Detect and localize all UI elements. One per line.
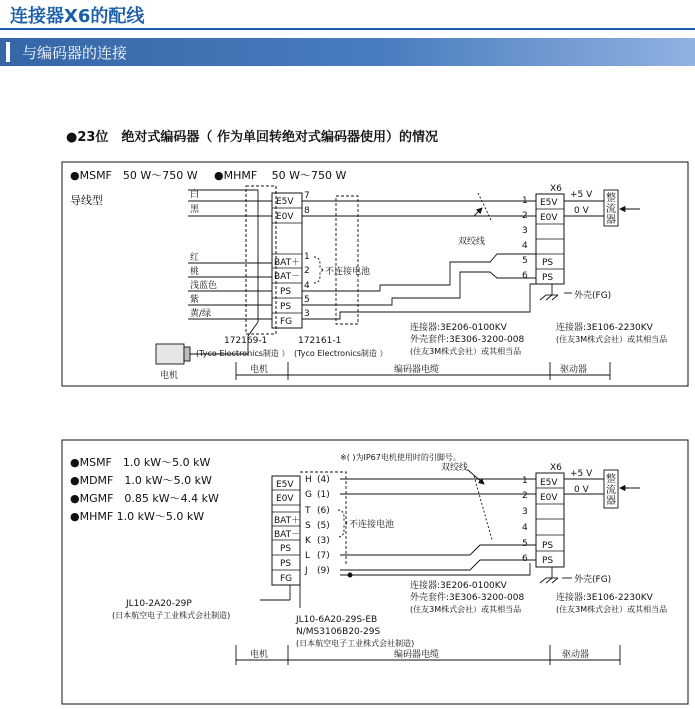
- no-battery-note: 不连接电池: [325, 267, 371, 277]
- dpin-2: 2: [522, 211, 528, 221]
- d2pin-e5v: E5V: [540, 478, 558, 488]
- mpin-bat-plus: BAT＋: [274, 258, 301, 268]
- letter-j: J: [305, 566, 308, 576]
- driver-maker-note: (住友3M株式会社）或其相当品: [410, 347, 522, 356]
- x6-label: X6: [550, 184, 562, 194]
- seg-driver: 驱动器: [560, 365, 588, 375]
- conn-right-maker: (日本航空电子工业株式会社制造): [296, 639, 415, 648]
- d2pin-1: 1: [522, 476, 528, 486]
- dpin-e0v: E0V: [540, 213, 558, 223]
- p0v-label: 0 V: [574, 206, 589, 216]
- shell-connector-model: 连接器:3E106-2230KV: [556, 323, 653, 333]
- dpin-6: 6: [522, 271, 528, 281]
- twisted-pair-label-2: 双绞线: [441, 463, 469, 473]
- model-2-msmf: ●MSMF 1.0 kW～5.0 kW: [70, 456, 211, 469]
- driver-kit-model-2: 外壳套件:3E306-3200-008: [410, 593, 525, 603]
- letter-k: K: [305, 536, 311, 546]
- seg2-cable: 编码器电缆: [394, 650, 440, 660]
- driver-kit-model: 外壳套件:3E306-3200-008: [410, 335, 525, 345]
- pin-num-2: 2: [304, 266, 310, 276]
- color-red: 红: [190, 253, 200, 263]
- model-2-mdmf: ●MDMF 1.0 kW～5.0 kW: [70, 474, 212, 487]
- page-title: 连接器X6的配线: [10, 6, 145, 27]
- color-purple: 紫: [190, 295, 200, 305]
- shell-connector-model-2: 连接器:3E106-2230KV: [556, 593, 653, 603]
- mpin-bat-minus: BAT－: [274, 272, 301, 282]
- conn-172169: 172169-1: [224, 336, 268, 346]
- pin-num-1: 1: [304, 252, 310, 262]
- motor-label: 电机: [160, 371, 179, 381]
- letter-s: S: [305, 521, 311, 531]
- p5v-label-2: +5 V: [570, 469, 593, 479]
- rectifier2-2: 流: [606, 485, 616, 496]
- diagram-1: [62, 162, 688, 386]
- color-lightblue: 浅蓝色: [190, 281, 218, 291]
- seg2-driver: 驱动器: [562, 650, 590, 660]
- conn-172161: 172161-1: [298, 336, 342, 346]
- pin-num-7: 7: [304, 191, 310, 201]
- color-black: 黑: [190, 205, 200, 215]
- banner-title: 与编码器的连接: [22, 44, 128, 62]
- no-battery-note-2: 不连接电池: [349, 520, 395, 530]
- m2pin-e0v: E0V: [276, 494, 294, 504]
- dpin-4: 4: [522, 241, 528, 251]
- dpin-e5v: E5V: [540, 198, 558, 208]
- shell-maker-note-2: (住友3M株式会社）或其相当品: [556, 605, 668, 614]
- ip67-5: (5): [317, 521, 330, 531]
- model-2-mhmf: ●MHMF 1.0 kW～5.0 kW: [70, 510, 205, 523]
- twisted-pair-label: 双绞线: [458, 237, 486, 247]
- dpin-ps: PS: [542, 258, 554, 268]
- d2pin-6: 6: [522, 554, 528, 564]
- driver-maker-note-2: (住友3M株式会社）或其相当品: [410, 605, 522, 614]
- ip67-6: (6): [317, 506, 330, 516]
- mpin-ps-inv: PS: [280, 302, 292, 312]
- m2pin-bat-plus: BAT＋: [274, 516, 301, 526]
- d2pin-2: 2: [522, 491, 528, 501]
- driver-connector-model: 连接器:3E206-0100KV: [410, 323, 507, 333]
- mpin-ps: PS: [280, 287, 292, 297]
- color-white: 白: [190, 190, 200, 200]
- rectifier-3: 器: [606, 215, 616, 226]
- d2pin-e0v: E0V: [540, 493, 558, 503]
- conn-172161-maker: (Tyco Electronics制造 ）: [294, 349, 388, 358]
- letter-l: L: [305, 551, 311, 561]
- p5v-label: +5 V: [570, 190, 593, 200]
- dpin-1: 1: [522, 196, 528, 206]
- m2pin-e5v: E5V: [276, 480, 294, 490]
- conn-172169-maker: (Tyco Electronics制造 ）: [196, 349, 290, 358]
- conn-jl10-2a-maker: (日本航空电子工业株式会社制造): [112, 611, 231, 620]
- letter-t: T: [305, 506, 311, 516]
- ip67-3: (3): [317, 536, 330, 546]
- wire-type-label: 导线型: [70, 194, 103, 207]
- rectifier2-1: 整: [606, 474, 616, 485]
- ip67-note: ※( )为IP67电机使用时的引脚号。: [340, 453, 461, 462]
- color-pink: 桃: [190, 267, 200, 277]
- conn-ms3106: N/MS3106B20-29S: [296, 627, 381, 637]
- pin-num-5: 5: [304, 295, 310, 305]
- case-heading: ●23位 绝对式编码器（ 作为单回转绝对式编码器使用）的情况: [66, 130, 438, 145]
- ip67-7: (7): [317, 551, 330, 561]
- model-msmf: ●MSMF 50 W～750 W: [70, 169, 198, 182]
- pin-num-3: 3: [304, 309, 310, 319]
- shell-maker-note: (住友3M株式会社）或其相当品: [556, 335, 668, 344]
- driver-connector-model-2: 连接器:3E206-0100KV: [410, 581, 507, 591]
- shell-fg-label-2: 外壳(FG): [574, 575, 612, 585]
- rectifier-1: 整: [606, 193, 616, 204]
- rectifier-2: 流: [606, 204, 616, 215]
- color-yellow-green: 黄/绿: [190, 309, 212, 319]
- d2pin-4: 4: [522, 523, 528, 533]
- d2pin-5: 5: [522, 539, 528, 549]
- m2pin-ps-inv: PS: [280, 559, 292, 569]
- model-mhmf: ●MHMF 50 W～750 W: [214, 169, 347, 182]
- x6-label-2: X6: [550, 463, 562, 473]
- seg-motor: 电机: [250, 365, 269, 375]
- driver-connector-1: [522, 184, 564, 284]
- shell-fg-label: 外壳(FG): [574, 291, 612, 301]
- d2pin-ps-inv: PS: [542, 556, 554, 566]
- conn-jl10-2a: JL10-2A20-29P: [126, 599, 192, 609]
- dpin-3: 3: [522, 226, 528, 236]
- diagram-2: [62, 440, 688, 704]
- mpin-e5v: E5V: [276, 197, 294, 207]
- dpin-ps-inv: PS: [542, 273, 554, 283]
- p0v-label-2: 0 V: [574, 485, 589, 495]
- mpin-e0v: E0V: [276, 212, 294, 222]
- seg-cable: 编码器电缆: [394, 365, 440, 375]
- mpin-fg: FG: [280, 317, 293, 327]
- pin-num-8: 8: [304, 206, 310, 216]
- m2pin-bat-minus: BAT－: [274, 530, 301, 540]
- ip67-4: (4): [317, 475, 330, 485]
- d2pin-3: 3: [522, 507, 528, 517]
- letter-h: H: [305, 475, 312, 485]
- seg2-motor: 电机: [250, 650, 269, 660]
- pin-num-4: 4: [304, 281, 310, 291]
- letter-g: G: [305, 490, 312, 500]
- conn-jl10-6a: JL10-6A20-29S-EB: [296, 615, 378, 625]
- m2pin-fg: FG: [280, 574, 293, 584]
- m2pin-ps: PS: [280, 544, 292, 554]
- ip67-9: (9): [317, 566, 330, 576]
- motor-connector-2: [272, 476, 300, 585]
- ip67-1: (1): [317, 490, 330, 500]
- d2pin-ps: PS: [542, 541, 554, 551]
- model-2-mgmf: ●MGMF 0.85 kW～4.4 kW: [70, 492, 219, 505]
- rectifier2-3: 器: [606, 496, 616, 507]
- dpin-5: 5: [522, 256, 528, 266]
